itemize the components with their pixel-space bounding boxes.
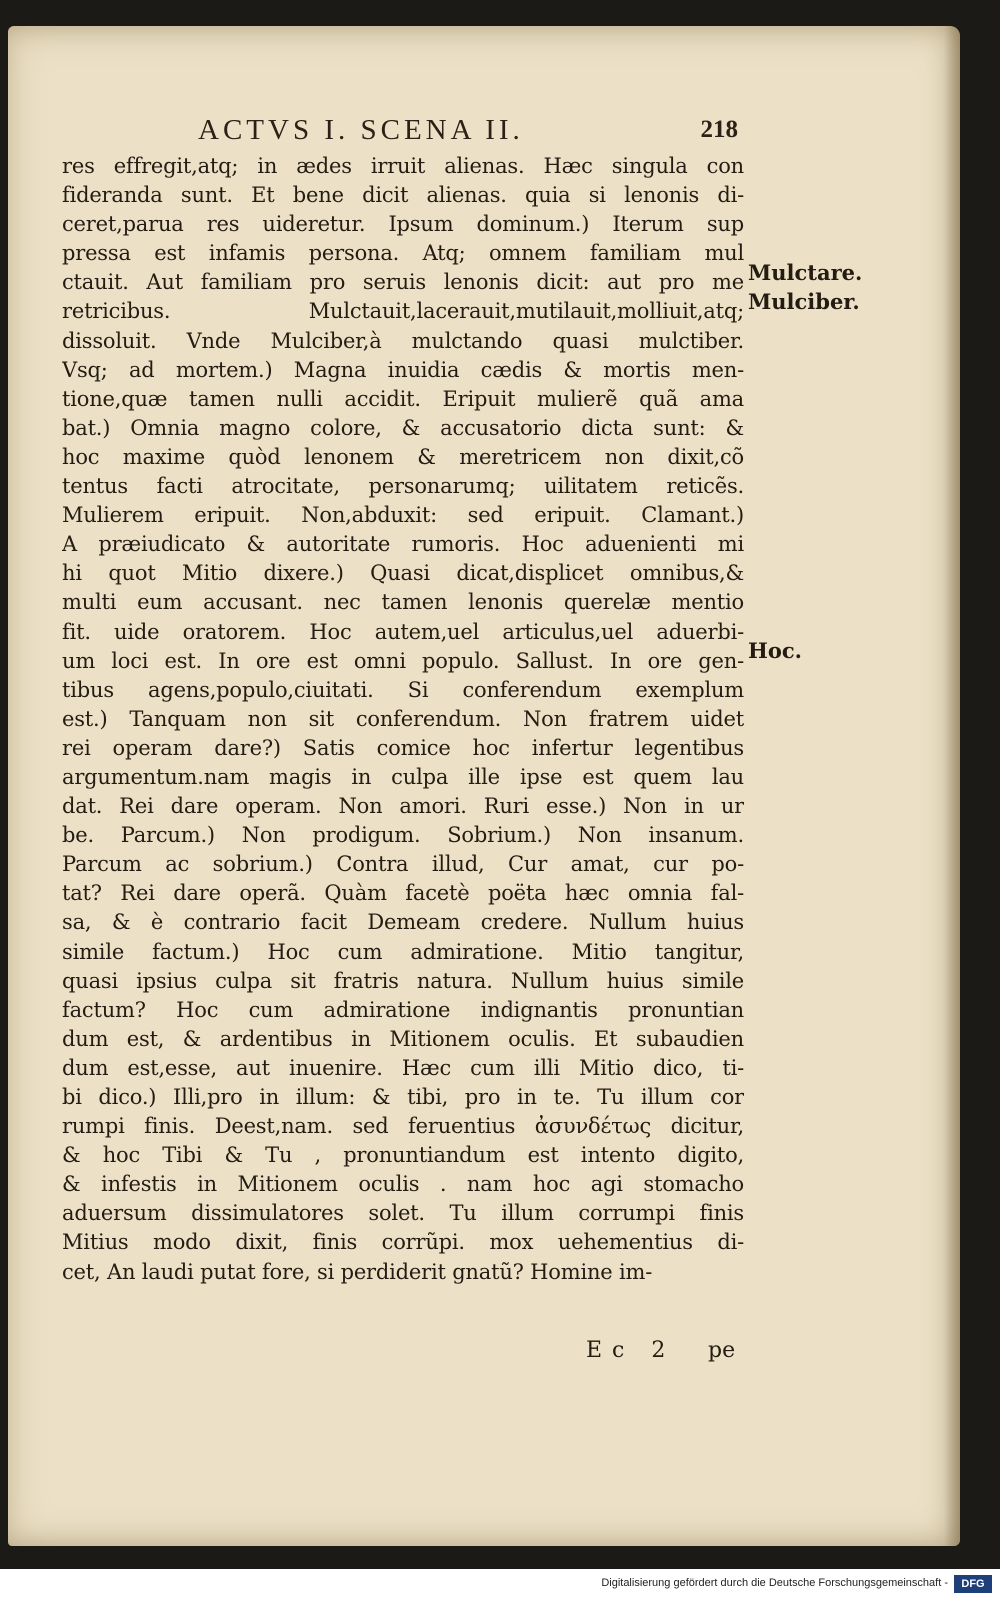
body-text (62, 152, 744, 1287)
text-line: res effregit,atq; in ædes irruit alienas. Hæc singula con (62, 154, 744, 178)
text-line: simile factum.) Hoc cum admiratione. Mitio tangitur, (62, 939, 744, 964)
text-line: tentus facti atrocitate, personarumq; uilitatem reticẽs. (62, 474, 744, 499)
page-number: 218 (700, 116, 738, 143)
text-line: tat? Rei dare operã. Quàm facetè poëta hæc omnia fal- (62, 881, 744, 906)
running-head-title: ACTVS I. SCENA II. (198, 114, 524, 146)
text-line: tibus agens,populo,ciuitati. Si conferendum exemplum (62, 677, 744, 702)
text-line: Mitius modo dixit, finis corrũpi. mox uehementius di- (62, 1230, 744, 1255)
text-line: dum est,esse, aut inuenire. Hæc cum illi Mitio dico, ti- (62, 1055, 744, 1080)
dfg-logo: DFG (954, 1575, 992, 1593)
text-line: rumpi finis. Deest,nam. sed feruentius ἀσυνδέτως dicitur, (62, 1114, 744, 1139)
margin-note-mulciber: Mulciber. (748, 289, 860, 314)
text-line: bat.) Omnia magno colore, & accusatorio dicta sunt: & (62, 415, 744, 440)
text-line: dat. Rei dare operam. Non amori. Ruri esse.) Non in ur (62, 794, 744, 819)
text-line: argumentum.nam magis in culpa ille ipse est quem lau (62, 764, 744, 789)
text-line: ctauit. Aut familiam pro seruis lenonis dicit: aut pro me (62, 270, 744, 295)
footer-credit: Digitalisierung gefördert durch die Deutsche Forschungsgemeinschaft - (601, 1577, 948, 1589)
text-line: A præiudicato & autoritate rumoris. Hoc aduenienti mi (62, 532, 744, 557)
text-line: retricibus. Mulctauit,lacerauit,mutilauit,molliuit,atq; (62, 299, 744, 324)
text-line: hoc maxime quòd lenonem & meretricem non dixit,cõ (62, 444, 744, 469)
footer-bar (0, 1569, 1000, 1601)
text-line: quasi ipsius culpa sit fratris natura. Nullum huius simile (62, 968, 744, 993)
running-head (198, 114, 738, 148)
catchword: pe (708, 1338, 736, 1363)
text-line: aduersum dissimulatores solet. Tu illum corrumpi finis (62, 1201, 744, 1226)
text-line: dissoluit. Vnde Mulciber,à mulctando quasi mulctiber. (62, 328, 744, 353)
text-line: bi dico.) Illi,pro in illum: & tibi, pro in te. Tu illum cor (62, 1085, 744, 1109)
text-line: Parcum ac sobrium.) Contra illud, Cur amat, cur po- (62, 852, 744, 877)
text-line: rei operam dare?) Satis comice hoc infertur legentibus (62, 735, 744, 760)
margin-note-mulctare: Mulctare. (748, 260, 863, 285)
text-line: Vsq; ad mortem.) Magna inuidia cædis & mortis men- (62, 357, 744, 382)
text-line: factum? Hoc cum admiratione indignantis pronuntian (62, 997, 744, 1022)
margin-note-hoc: Hoc. (748, 638, 802, 663)
text-line: & infestis in Mitionem oculis . nam hoc agi stomacho (62, 1172, 744, 1197)
text-line: Mulierem eripuit. Non,abduxit: sed eripuit. Clamant.) (62, 503, 744, 528)
page-edge-shadow (944, 26, 960, 1546)
text-line: fit. uide oratorem. Hoc autem,uel articulus,uel aduerbi- (62, 619, 744, 644)
text-line: ceret,parua res uideretur. Ipsum dominum.) Iterum sup (62, 212, 744, 237)
text-line: est.) Tanquam non sit conferendum. Non fratrem uidet (62, 706, 744, 731)
text-line: hi quot Mitio dixere.) Quasi dicat,displicet omnibus,& (62, 561, 744, 586)
signature-mark: Ec 2 (586, 1338, 676, 1363)
text-line: pressa est infamis persona. Atq; omnem familiam mul (62, 241, 744, 266)
text-line: multi eum accusant. nec tamen lenonis querelæ mentio (62, 590, 744, 615)
text-line: cet, An laudi putat fore, si perdiderit gnatũ? Homine im- (62, 1259, 653, 1284)
text-line: & hoc Tibi & Tu , pronuntiandum est intento digito, (62, 1143, 744, 1168)
text-line: fideranda sunt. Et bene dicit alienas. quia si lenonis di- (62, 183, 744, 208)
text-line: dum est, & ardentibus in Mitionem oculis. Et subaudien (62, 1026, 744, 1051)
text-line: sa, & è contrario facit Demeam credere. Nullum huius (62, 910, 744, 935)
text-line: be. Parcum.) Non prodigum. Sobrium.) Non insanum. (62, 823, 744, 848)
book-page (8, 26, 960, 1546)
text-line: tione,quæ tamen nulli accidit. Eripuit mulierẽ quã ama (62, 386, 744, 411)
text-line: um loci est. In ore est omni populo. Sallust. In ore gen- (62, 648, 744, 673)
